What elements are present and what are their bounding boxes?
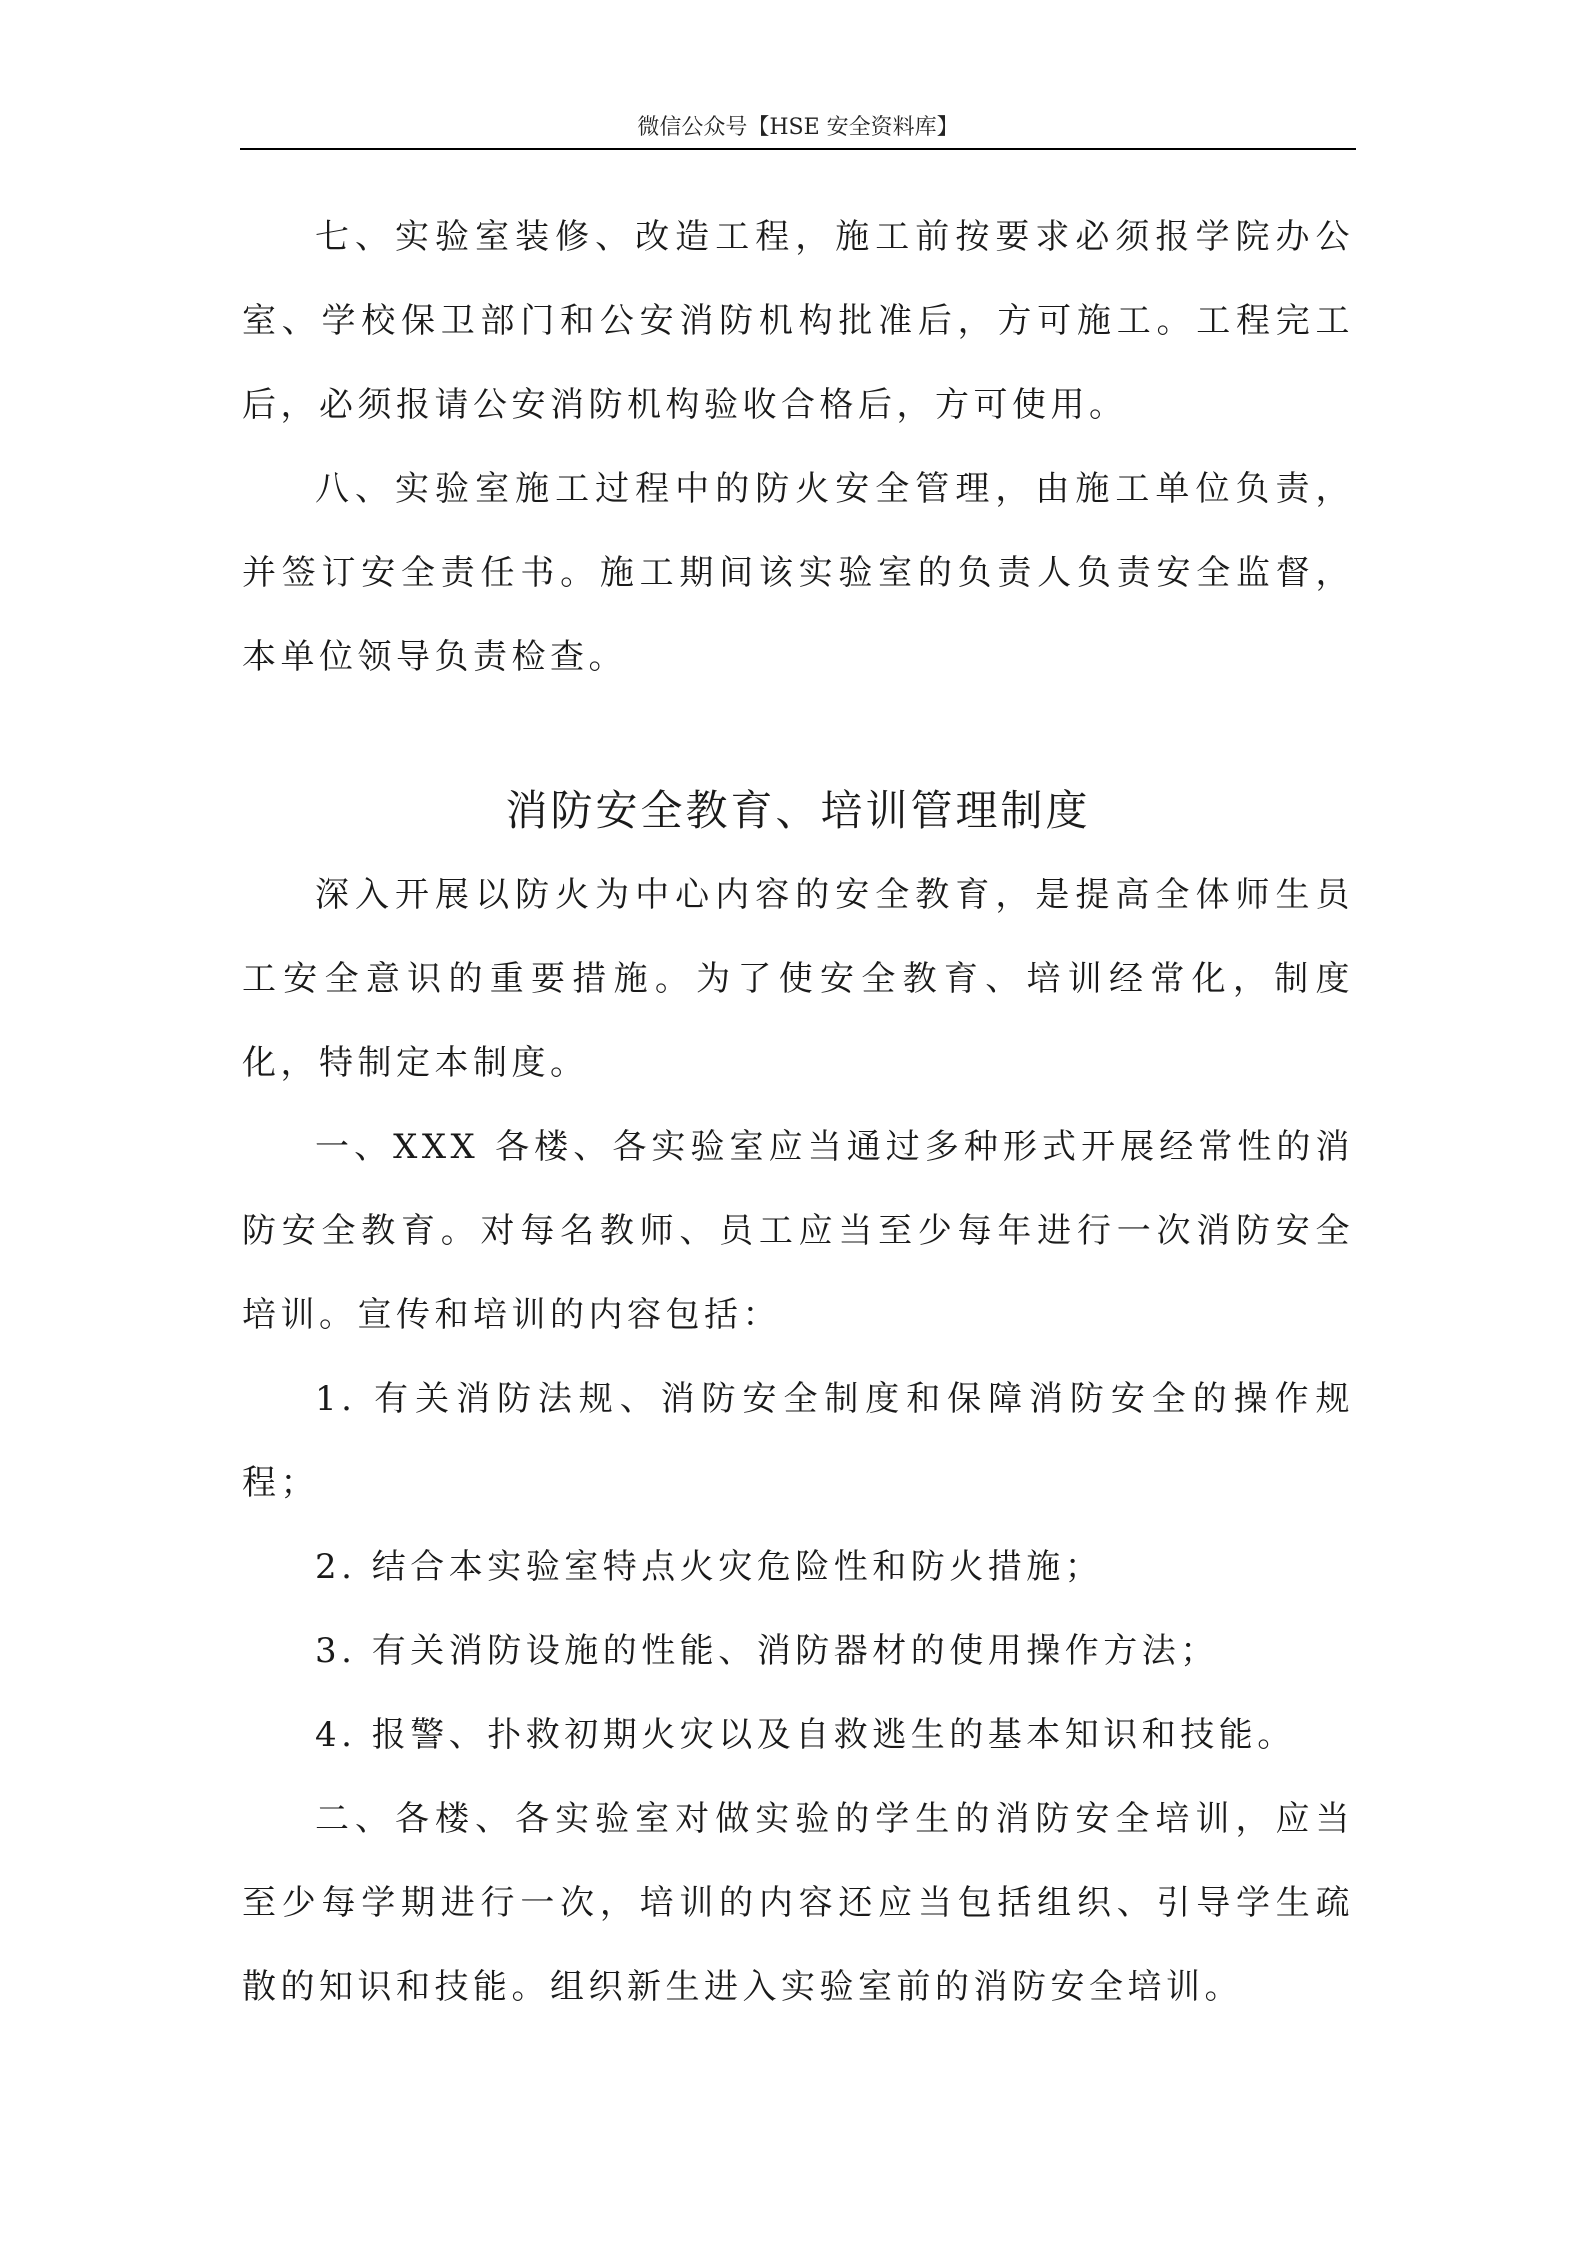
page-header: 微信公众号【HSE 安全资料库】 (637, 115, 959, 140)
section-gap (242, 699, 1354, 769)
document-body (242, 195, 1354, 2029)
rule-one-paragraph: 一、XXX 各楼、各实验室应当通过多种形式开展经常性的消防安全教育。对每名教师、员工应当至少每年进行一次消防安全培训。宣传和培训的内容包括： (242, 1127, 1354, 1335)
list-item: 2. 结合本实验室特点火灾危险性和防火措施； (315, 1547, 1104, 1587)
list-item: 4. 报警、扑救初期火灾以及自救逃生的基本知识和技能。 (315, 1715, 1296, 1755)
header-divider (240, 148, 1356, 150)
list-item: 1. 有关消防法规、消防安全制度和保障消防安全的操作规程； (242, 1379, 1354, 1503)
rule-two-paragraph: 二、各楼、各实验室对做实验的学生的消防安全培训，应当至少每学期进行一次，培训的内容还应当包括组织、引导学生疏散的知识和技能。组织新生进入实验室前的消防安全培训。 (242, 1799, 1354, 2007)
intro-paragraph: 深入开展以防火为中心内容的安全教育，是提高全体师生员工安全意识的重要措施。为了使安全教育、培训经常化，制度化，特制定本制度。 (242, 875, 1354, 1083)
paragraph-seven: 七、实验室装修、改造工程，施工前按要求必须报学院办公室、学校保卫部门和公安消防机构批准后，方可施工。工程完工后，必须报请公安消防机构验收合格后，方可使用。 (242, 217, 1354, 425)
section-title: 消防安全教育、培训管理制度 (505, 786, 1091, 835)
list-item: 3. 有关消防设施的性能、消防器材的使用操作方法； (315, 1631, 1219, 1671)
paragraph-eight: 八、实验室施工过程中的防火安全管理，由施工单位负责，并签订安全责任书。施工期间该实验室的负责人负责安全监督，本单位领导负责检查。 (242, 469, 1354, 677)
